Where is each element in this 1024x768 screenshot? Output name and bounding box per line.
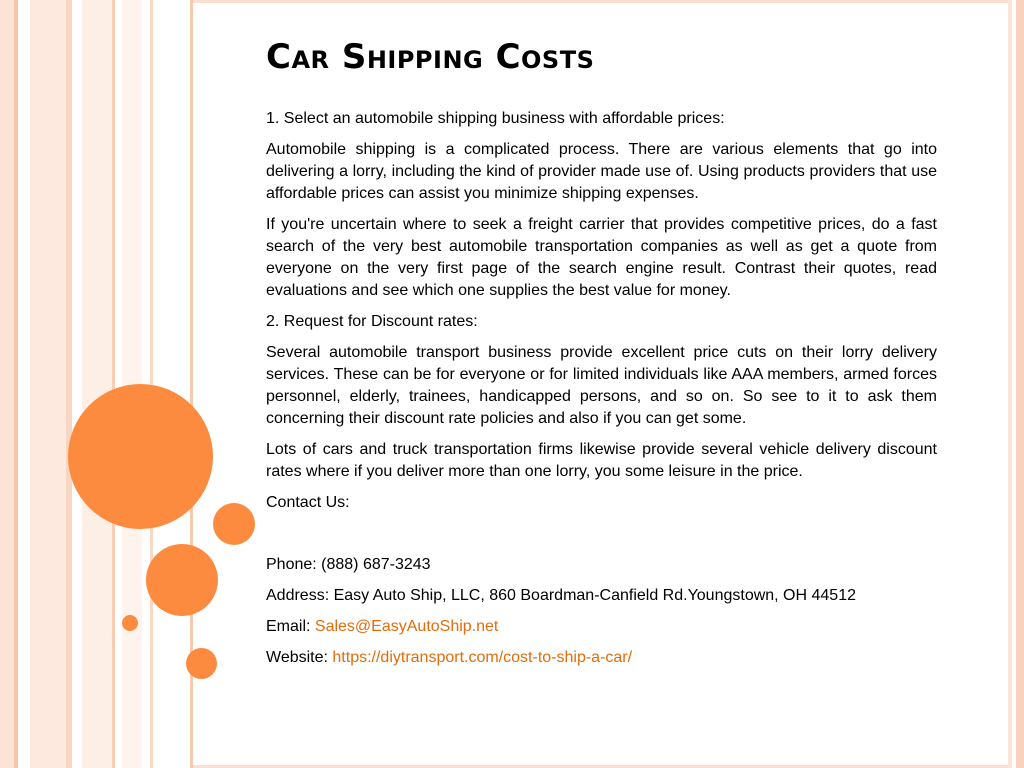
website-label: Website: (266, 649, 333, 666)
slide-title: Car Shipping Costs (266, 37, 595, 77)
body-paragraph: Several automobile transport business provide excellent price cuts on their lorry delivery services. These can be for everyone or for limited individuals like AAA members, armed forces personnel, elderly, trainees, handicapped persons, and so on. So see to it to ask them concerning their discount rate policies and also if you can get some. (266, 344, 937, 427)
decor-stripe (30, 0, 66, 768)
contact-phone: Phone: (888) 687-3243 (266, 556, 431, 573)
decor-stripe (1016, 0, 1024, 768)
decor-circle-large (68, 384, 213, 529)
decor-circle-small (186, 648, 217, 679)
decor-circle-tiny (122, 615, 138, 631)
email-link[interactable]: Sales@EasyAutoShip.net (314, 618, 499, 635)
decor-stripe (112, 0, 115, 768)
body-paragraph: Automobile shipping is a complicated process. There are various elements that go into delivering a lorry, including the kind of provider made use of. Using products providers that use affordable prices can assist you minimize shipping expenses. (266, 141, 937, 202)
decor-circle-medium (146, 544, 218, 616)
decor-circle-small (213, 503, 255, 545)
decor-stripe (82, 0, 112, 768)
decor-stripe (0, 0, 14, 768)
contact-heading: Contact Us: (266, 494, 350, 511)
section-heading-2: 2. Request for Discount rates: (266, 313, 478, 330)
body-paragraph: If you're uncertain where to seek a freight carrier that provides competitive prices, do a fast search of the very best automobile transportation companies as well as get a quote from everyone on the very first page of the search engine result. Contrast their quotes, read evaluations and see which one supplies the best value for money. (266, 216, 937, 299)
decor-stripe (14, 0, 18, 768)
decor-stripe (1008, 0, 1012, 768)
decor-stripe (66, 0, 72, 768)
contact-email (266, 616, 937, 638)
section-heading-1: 1. Select an automobile shipping business with affordable prices: (266, 110, 725, 127)
email-label: Email: (266, 618, 315, 635)
decor-border-top (193, 0, 1008, 3)
contact-website (266, 647, 937, 669)
slide-content (266, 30, 937, 678)
contact-address: Address: Easy Auto Ship, LLC, 860 Boardman-Canfield Rd.Youngstown, OH 44512 (266, 587, 856, 604)
spacer (266, 523, 937, 554)
website-link[interactable]: https://diytransport.com/cost-to-ship-a-car/ (332, 649, 633, 666)
body-paragraph: Lots of cars and truck transportation firms likewise provide several vehicle delivery discount rates where if you deliver more than one lorry, you some leisure in the price. (266, 441, 937, 480)
